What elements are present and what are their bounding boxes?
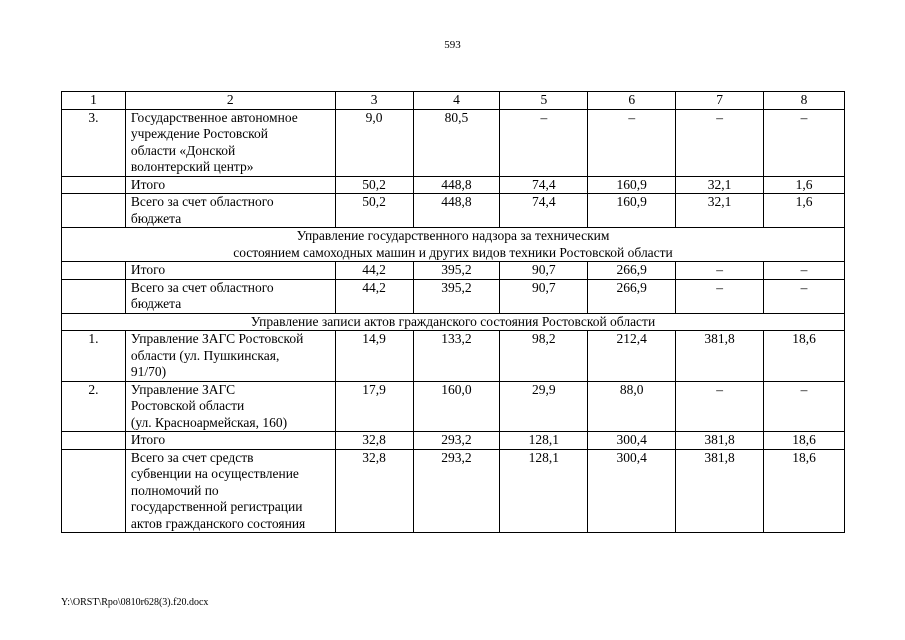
value-cell-col-3: 50,2 xyxy=(335,176,413,194)
row-name xyxy=(125,109,335,176)
value-cell-col-6: 266,9 xyxy=(588,262,676,280)
value-cell-col-4: 80,5 xyxy=(413,109,500,176)
value-cell-col-3: 32,8 xyxy=(335,432,413,450)
section-title-line: состоянием самоходных машин и других видов техники Ростовской области xyxy=(233,244,673,260)
table-row xyxy=(62,279,845,313)
row-number: 2. xyxy=(62,381,126,432)
value-cell-col-5: 90,7 xyxy=(500,279,588,313)
column-number-5: 5 xyxy=(500,92,588,110)
row-name-line: Управление ЗАГС Ростовской xyxy=(130,331,304,346)
row-name xyxy=(125,176,335,194)
value-cell-col-5: 74,4 xyxy=(500,194,588,228)
section-title-line: Управление государственного надзора за техническим xyxy=(296,228,610,243)
table-row xyxy=(62,381,845,432)
value-cell-col-3: 9,0 xyxy=(335,109,413,176)
value-cell-col-6: 300,4 xyxy=(588,432,676,450)
value-cell-col-3: 32,8 xyxy=(335,449,413,533)
value-cell-col-8: 1,6 xyxy=(764,176,845,194)
column-number-8: 8 xyxy=(764,92,845,110)
row-name-line: актов гражданского состояния xyxy=(130,515,306,531)
value-cell-col-4: 448,8 xyxy=(413,194,500,228)
row-name-line: Всего за счет средств xyxy=(130,449,254,465)
value-cell-col-5: 90,7 xyxy=(500,262,588,280)
row-number xyxy=(62,449,126,533)
column-number-2: 2 xyxy=(125,92,335,110)
row-name-line: учреждение Ростовской xyxy=(130,126,269,141)
row-name-line: (ул. Красноармейская, 160) xyxy=(130,414,288,430)
value-cell-col-7: 32,1 xyxy=(676,194,764,228)
row-name-line: 91/70) xyxy=(130,364,167,379)
row-number xyxy=(62,432,126,450)
table-row xyxy=(62,449,845,533)
section-header-row xyxy=(62,313,845,331)
section-title xyxy=(62,313,845,331)
row-name-line: области (ул. Пушкинская, xyxy=(130,347,280,363)
value-cell-col-7: – xyxy=(676,262,764,280)
value-cell-col-5: 128,1 xyxy=(500,432,588,450)
value-cell-col-5: – xyxy=(500,109,588,176)
value-cell-col-8: – xyxy=(764,109,845,176)
table-row xyxy=(62,331,845,382)
budget-table xyxy=(61,91,845,533)
value-cell-col-7: – xyxy=(676,381,764,432)
value-cell-col-6: – xyxy=(588,109,676,176)
value-cell-col-7: – xyxy=(676,279,764,313)
column-number-1: 1 xyxy=(62,92,126,110)
value-cell-col-4: 293,2 xyxy=(413,449,500,533)
column-number-3: 3 xyxy=(335,92,413,110)
row-name-line: Всего за счет областного xyxy=(130,194,274,209)
value-cell-col-5: 98,2 xyxy=(500,331,588,382)
value-cell-col-8: – xyxy=(764,279,845,313)
value-cell-col-7: – xyxy=(676,109,764,176)
row-number xyxy=(62,279,126,313)
row-name xyxy=(125,279,335,313)
value-cell-col-3: 14,9 xyxy=(335,331,413,382)
value-cell-col-4: 133,2 xyxy=(413,331,500,382)
value-cell-col-8: 18,6 xyxy=(764,449,845,533)
row-number: 3. xyxy=(62,109,126,176)
value-cell-col-7: 381,8 xyxy=(676,432,764,450)
value-cell-col-4: 293,2 xyxy=(413,432,500,450)
row-name-line: Ростовской области xyxy=(130,398,245,413)
value-cell-col-5: 128,1 xyxy=(500,449,588,533)
column-number-7: 7 xyxy=(676,92,764,110)
row-name-line: Всего за счет областного xyxy=(130,279,274,295)
row-number: 1. xyxy=(62,331,126,382)
row-number xyxy=(62,176,126,194)
value-cell-col-3: 50,2 xyxy=(335,194,413,228)
row-name-line: Итого xyxy=(130,176,166,192)
row-name-line: Управление ЗАГС xyxy=(130,381,236,397)
row-number xyxy=(62,262,126,280)
value-cell-col-4: 160,0 xyxy=(413,381,500,432)
value-cell-col-6: 160,9 xyxy=(588,194,676,228)
row-name-line: бюджета xyxy=(130,296,182,311)
value-cell-col-8: – xyxy=(764,381,845,432)
value-cell-col-8: 18,6 xyxy=(764,432,845,450)
column-number-6: 6 xyxy=(588,92,676,110)
table-body xyxy=(62,109,845,533)
value-cell-col-4: 448,8 xyxy=(413,176,500,194)
row-name xyxy=(125,381,335,432)
value-cell-col-4: 395,2 xyxy=(413,262,500,280)
row-name-line: Итого xyxy=(130,432,166,447)
value-cell-col-5: 29,9 xyxy=(500,381,588,432)
value-cell-col-6: 266,9 xyxy=(588,279,676,313)
table-row xyxy=(62,109,845,176)
value-cell-col-3: 44,2 xyxy=(335,262,413,280)
row-name-line: полномочий по xyxy=(130,482,219,498)
section-title xyxy=(62,228,845,262)
row-name-line: Государственное автономное xyxy=(130,109,298,125)
value-cell-col-7: 381,8 xyxy=(676,331,764,382)
table-row xyxy=(62,176,845,194)
section-header-row xyxy=(62,228,845,262)
table-row xyxy=(62,262,845,280)
value-cell-col-8: – xyxy=(764,262,845,280)
row-name xyxy=(125,331,335,382)
value-cell-col-6: 212,4 xyxy=(588,331,676,382)
file-path-footer: Y:\ORST\Rpo\0810r628(3).f20.docx xyxy=(61,597,209,608)
value-cell-col-6: 300,4 xyxy=(588,449,676,533)
row-name xyxy=(125,449,335,533)
value-cell-col-8: 1,6 xyxy=(764,194,845,228)
column-number-row xyxy=(62,92,845,110)
value-cell-col-7: 32,1 xyxy=(676,176,764,194)
value-cell-col-5: 74,4 xyxy=(500,176,588,194)
value-cell-col-6: 88,0 xyxy=(588,381,676,432)
value-cell-col-6: 160,9 xyxy=(588,176,676,194)
row-name-line: субвенции на осуществление xyxy=(130,466,299,481)
row-name xyxy=(125,262,335,280)
row-name-line: волонтерский центр» xyxy=(130,159,254,174)
row-name xyxy=(125,432,335,450)
row-name-line: бюджета xyxy=(130,210,182,226)
value-cell-col-4: 395,2 xyxy=(413,279,500,313)
row-number xyxy=(62,194,126,228)
value-cell-col-7: 381,8 xyxy=(676,449,764,533)
table-row xyxy=(62,432,845,450)
section-title-line: Управление записи актов гражданского состояния Ростовской области xyxy=(250,313,656,329)
row-name-line: области «Донской xyxy=(130,142,236,158)
row-name xyxy=(125,194,335,228)
value-cell-col-3: 44,2 xyxy=(335,279,413,313)
value-cell-col-3: 17,9 xyxy=(335,381,413,432)
page-number: 593 xyxy=(444,39,461,51)
value-cell-col-8: 18,6 xyxy=(764,331,845,382)
row-name-line: Итого xyxy=(130,262,166,277)
column-number-4: 4 xyxy=(413,92,500,110)
row-name-line: государственной регистрации xyxy=(130,499,303,514)
table-row xyxy=(62,194,845,228)
